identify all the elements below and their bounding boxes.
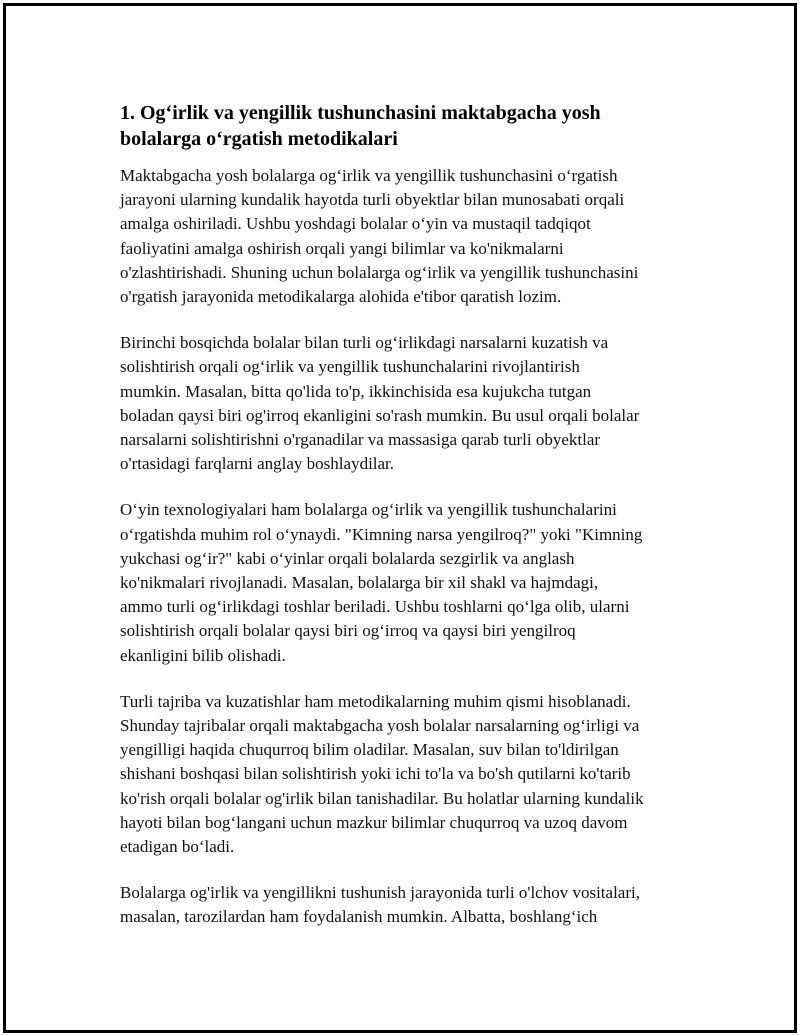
document-body [120,100,692,952]
text-line: hayoti bilan bog‘langani uchun mazkur bilimlar chuqurroq va uzoq davom [120,812,628,832]
text-line: jarayoni ularning kundalik hayotda turli obyektlar bilan munosabati orqali [120,190,625,210]
text-line: etadigan bo‘ladi. [120,837,235,857]
text-line: shishani boshqasi bilan solishtirish yoki ichi to'la va bo'sh qutilarni ko'tarib [120,764,631,784]
text-line: yukchasi og‘ir?" kabi o‘yinlar orqali bolalarda sezgirlik va anglash [120,548,575,568]
text-line: Turli tajriba va kuzatishlar ham metodikalarning muhim qismi hisoblanadi. [120,691,631,711]
text-line: yengilligi haqida chuqurroq bilim oladilar. Masalan, suv bilan to'ldirilgan [120,740,619,760]
paragraph-1 [120,164,692,309]
page-frame [3,3,797,1033]
text-line: o'rgatish jarayonida metodikalarga alohida e'tibor qaratish lozim. [120,287,562,307]
paragraph-3 [120,498,692,667]
text-line: masalan, tarozilardan ham foydalanish mumkin. Albatta, boshlang‘ich [120,907,598,927]
text-line: ko'nikmalari rivojlanadi. Masalan, bolalarga bir xil shakl va hajmdagi, [120,573,599,593]
text-line: ko'rish orqali bolalar og'irlik bilan tanishadilar. Bu holatlar ularning kundalik [120,788,644,808]
text-line: narsalarni solishtirishni o'rganadilar va massasiga qarab turli obyektlar [120,430,601,450]
text-line: Shunday tajribalar orqali maktabgacha yosh bolalar narsalarning og‘irligi va [120,716,640,736]
heading-line: bolalarga o‘rgatish metodikalari [120,128,398,150]
text-line: ammo turli og‘irlikdagi toshlar beriladi. Ushbu toshlarni qo‘lga olib, ularni [120,597,630,617]
text-line: Maktabgacha yosh bolalarga og‘irlik va yengillik tushunchasini o‘rgatish [120,166,618,185]
text-line: o‘rgatishda muhim rol o‘ynaydi. "Kimning narsa yengilroq?" yoki "Kimning [120,524,643,544]
text-line: Bolalarga og'irlik va yengillikni tushunish jarayonida turli o'lchov vositalari, [120,883,640,903]
text-line: faoliyatini amalga oshirish orqali yangi bilimlar va ko'nikmalarni [120,238,564,258]
text-line: mumkin. Masalan, bitta qo'lida to'p, ikkinchisida esa kujukcha tutgan [120,381,592,401]
paragraph-5 [120,881,692,929]
text-line: ekanligini bilib olishadi. [120,645,286,665]
text-line: solishtirish orqali bolalar qaysi biri og‘irroq va qaysi biri yengilroq [120,621,576,641]
heading-line: 1. Og‘irlik va yengillik tushunchasini maktabgacha yosh [120,102,601,124]
text-line: boladan qaysi biri og'irroq ekanligini so'rash mumkin. Bu usul orqali bolalar [120,405,640,425]
text-line: O‘yin texnologiyalari ham bolalarga og‘irlik va yengillik tushunchalarini [120,500,617,520]
text-line: o'rtasidagi farqlarni anglay boshlaydilar. [120,454,395,474]
section-heading [120,100,692,152]
text-line: Birinchi bosqichda bolalar bilan turli og‘irlikdagi narsalarni kuzatish va [120,333,609,353]
text-line: solishtirish orqali og‘irlik va yengillik tushunchalarini rivojlantirish [120,357,580,377]
paragraph-4 [120,690,692,859]
text-line: amalga oshiriladi. Ushbu yoshdagi bolalar o‘yin va mustaqil tadqiqot [120,214,591,234]
paragraph-2 [120,331,692,476]
text-line: o'zlashtirishadi. Shuning uchun bolalarga og‘irlik va yengillik tushunchasini [120,262,639,282]
